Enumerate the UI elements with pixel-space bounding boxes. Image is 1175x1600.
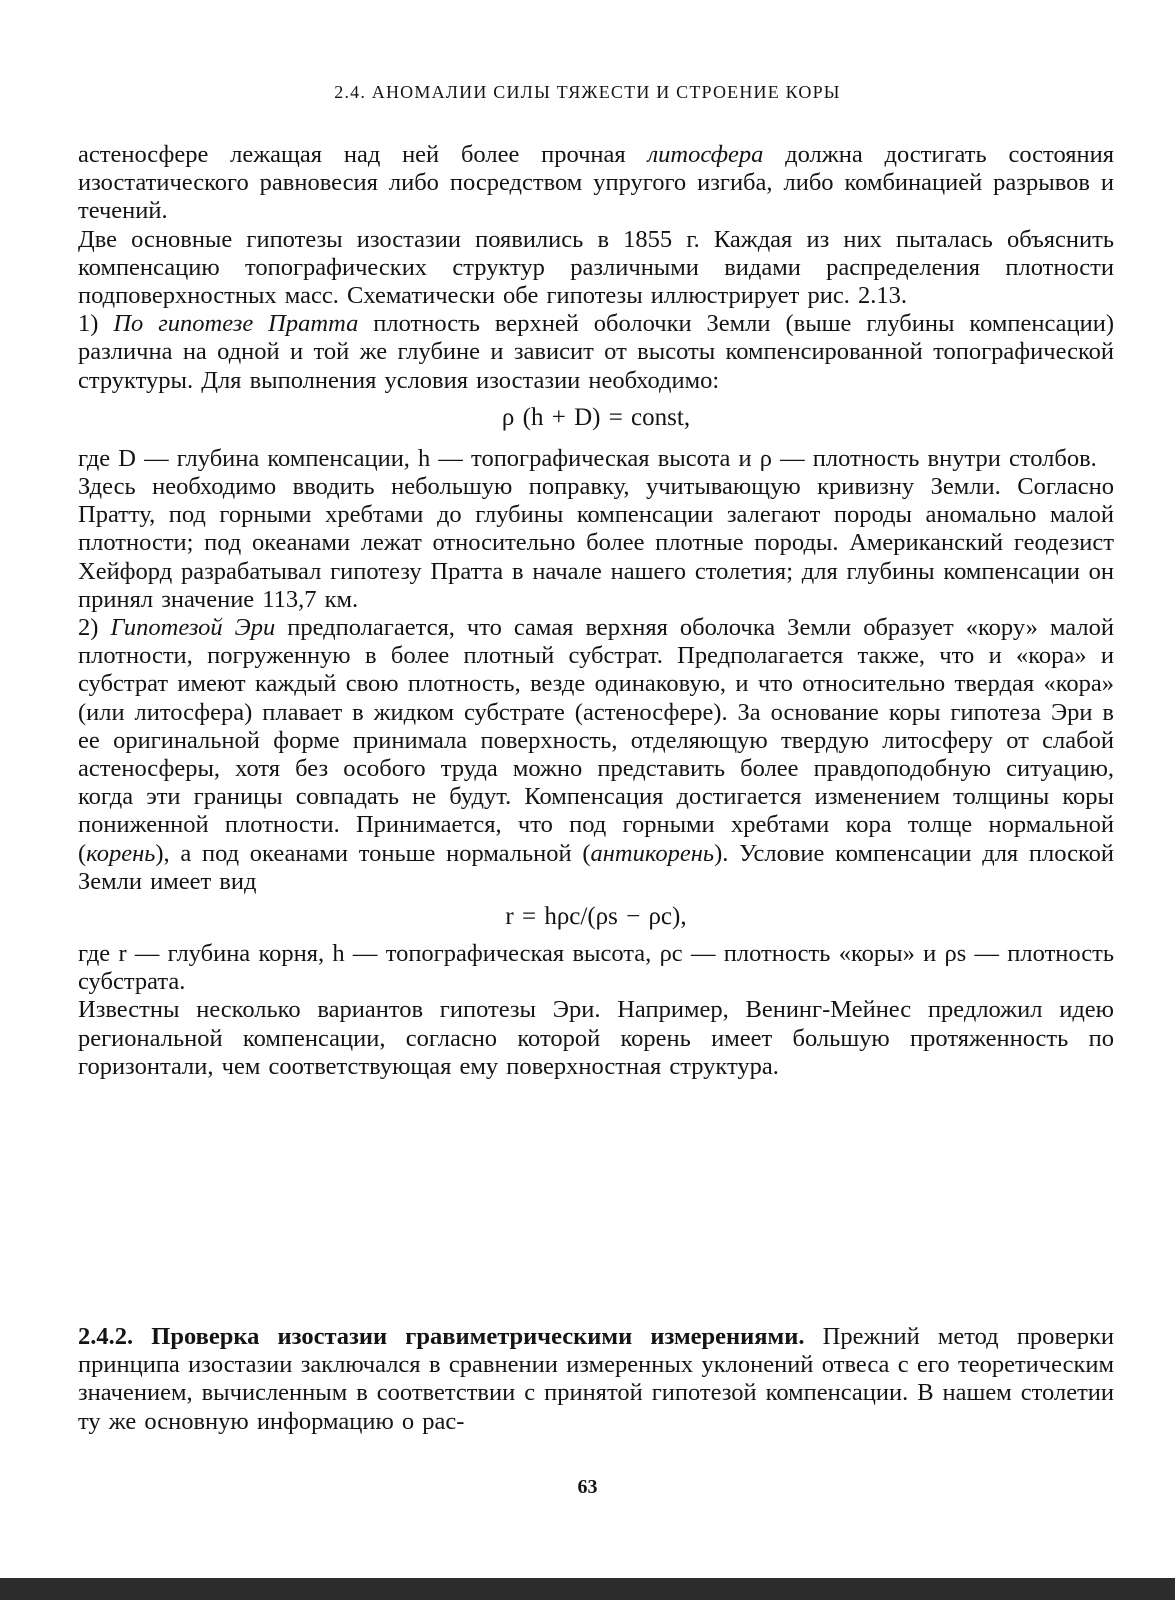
scan-bottom-edge	[0, 1578, 1175, 1600]
paragraph-two-hypotheses: Две основные гипотезы изостазии появились в 1855 г. Каждая из них пыталась объяснить компенсацию топографических структур различными видами распределения плотности подповерхностных масс. Схематически обе гипотезы иллюстрирует рис. 2.13.	[78, 225, 1114, 310]
italic-term: антикорень	[590, 839, 715, 867]
paragraph-airy-definitions: где r — глубина корня, h — топографическая высота, ρc — плотность «коры» и ρs — плотность субстрата.	[78, 940, 1114, 996]
text-run: астеносфере лежащая над ней более прочная	[78, 141, 648, 168]
text-run: плотность верхней оболочки Земли (выше глубины компенсации) различна на одной и той же глубине и зависит от высоты компенсированной топографической структуры. Для выполнения условия изостазии необходимо:	[78, 310, 1114, 394]
text-run: ), а под океанами тоньше нормальной (	[155, 839, 591, 867]
running-head: 2.4. АНОМАЛИИ СИЛЫ ТЯЖЕСТИ И СТРОЕНИЕ КОРЫ	[334, 82, 841, 102]
paragraph-hayford: Здесь необходимо вводить небольшую поправку, учитывающую кривизну Земли. Согласно Пратту, под горными хребтами до глубины компенсации залегают породы аномально малой плотности; под океанами лежат относительно более плотные породы. Американский геодезист Хейфорд разрабатывал гипотезу Пратта в начале нашего столетия; для глубины компенсации он принял значение 113,7 км.	[78, 473, 1114, 613]
paragraph-airy	[78, 614, 1114, 896]
italic-term: Гипотезой Эри	[110, 614, 276, 642]
section-heading: 2.4.2. Проверка изостазии гравиметрическими измерениями.	[78, 1323, 805, 1350]
text-run: 1)	[78, 310, 114, 338]
main-text	[78, 141, 1114, 1081]
section-text	[78, 1323, 1114, 1436]
formula-airy: r = hρc/(ρs − ρc),	[505, 903, 687, 931]
italic-term: литосфера	[647, 141, 764, 168]
text-run: Прежний метод проверки принципа изостазии заключался в сравнении измеренных уклонений отвеса с его теоретическим значением, вычисленным в соответствии с принятой гипотезой компенсации. В нашем столетии ту же основную информацию о рас-	[78, 1323, 1114, 1435]
text-run: должна достигать состояния изостатического равновесия либо посредством упругого изгиба, либо комбинацией разрывов и течений.	[78, 141, 1114, 225]
text-run: 2)	[78, 614, 111, 642]
paragraph-pratt	[78, 310, 1114, 395]
page-number: 63	[577, 1476, 598, 1498]
italic-term: корень	[86, 839, 156, 867]
formula-pratt: ρ (h + D) = const,	[501, 403, 691, 431]
paragraph-section-2-4-2	[78, 1323, 1114, 1436]
paragraph-pratt-definitions: где D — глубина компенсации, h — топографическая высота и ρ — плотность внутри столбов.	[78, 444, 1097, 472]
paragraph-lithosphere	[78, 141, 1114, 226]
paragraph-vening-meinesz: Известны несколько вариантов гипотезы Эри. Например, Венинг-Мейнес предложил идею региональной компенсации, согласно которой корень имеет большую протяженность по горизонтали, чем соответствующая ему поверхностная структура.	[78, 996, 1114, 1080]
text-run: ). Условие компенсации для плоской Земли имеет вид	[78, 839, 1115, 895]
italic-term: По гипотезе Пратта	[113, 310, 359, 338]
text-run: предполагается, что самая верхняя оболочка Земли образует «кору» малой плотности, погруженную в более плотный субстрат. Предполагается также, что и «кора» и субстрат имеют каждый свою плотность, везде одинаковую, и что относительно твердая «кора» (или литосфера) плавает в жидком субстрате (астеносфере). За основание коры гипотеза Эри в ее оригинальной форме принимала поверхность, отделяющую твердую литосферу от слабой астеносферы, хотя без особого труда можно представить более правдоподобную ситуацию, когда эти границы совпадать не будут. Компенсация достигается изменением толщины коры пониженной плотности. Принимается, что под горными хребтами кора толще нормальной (	[78, 614, 1114, 867]
